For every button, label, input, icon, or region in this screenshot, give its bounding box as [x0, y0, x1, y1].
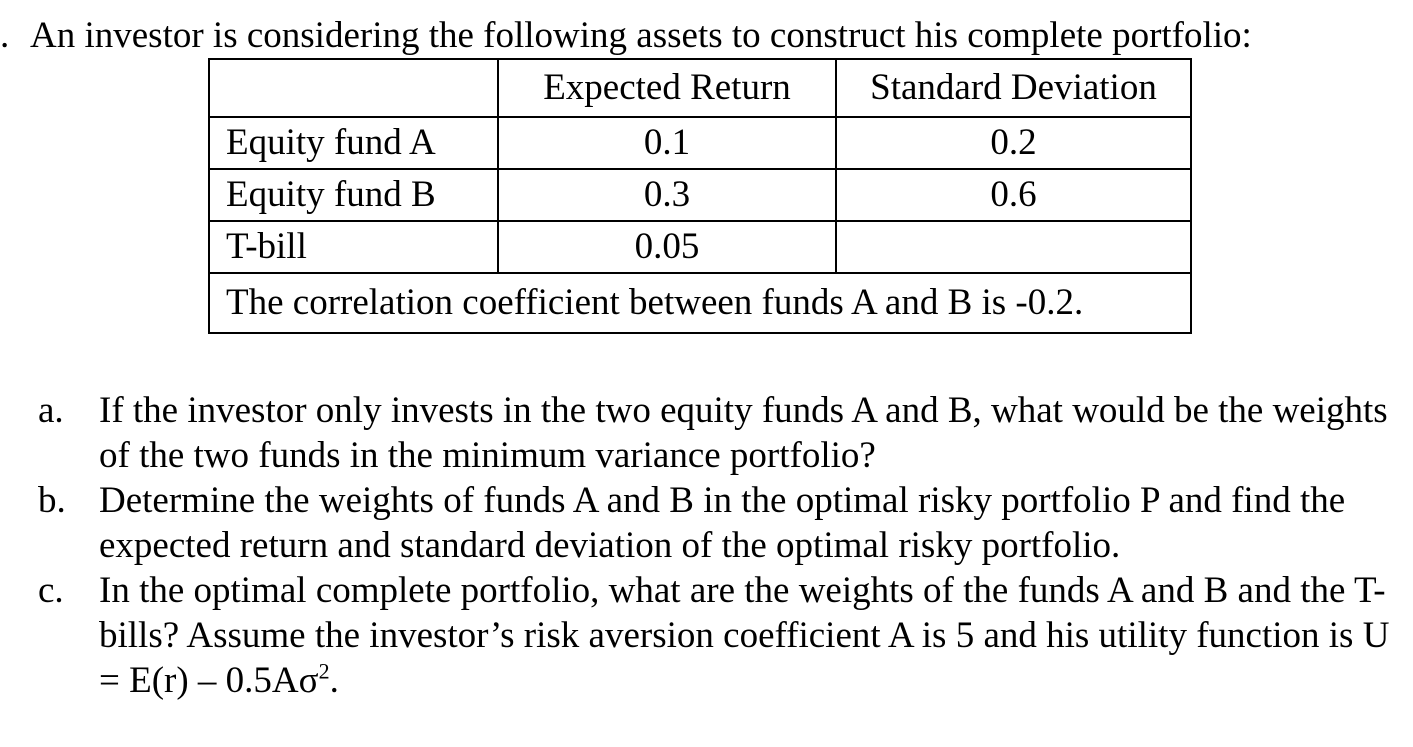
table-row [209, 221, 1191, 273]
question-list [0, 388, 1413, 703]
expected-return-value: 0.1 [498, 117, 836, 169]
table-header-row [209, 59, 1191, 117]
intro-text: An investor is considering the following assets to construct his complete portfolio: [30, 15, 1252, 56]
asset-name: T-bill [209, 221, 498, 273]
expected-return-value: 0.05 [498, 221, 836, 273]
header-expected-return: Expected Return [498, 59, 836, 117]
question-text-container [99, 568, 1413, 703]
question-letter: b. [38, 480, 66, 521]
problem-number-dot: . [0, 15, 10, 56]
question-letter: a. [38, 390, 64, 431]
expected-return-value: 0.3 [498, 169, 836, 221]
correlation-note: The correlation coefficient between funds A and B is -0.2. [209, 273, 1191, 333]
problem-intro [0, 14, 1252, 58]
std-dev-value: 0.2 [836, 117, 1191, 169]
question-text: In the optimal complete portfolio, what are the weights of the funds A and B and the T-bills? Assume the investor’s risk aversion coefficient A is 5 and his utility function is U = E(r) – 0.5Aσ [99, 570, 1390, 701]
question-text: If the investor only invests in the two equity funds A and B, what would be the weights of the two funds in the minimum variance portfolio? [99, 390, 1388, 476]
question-end-period: . [329, 660, 339, 701]
question-item [0, 568, 1413, 703]
question-letter: c. [38, 570, 64, 611]
std-dev-value [836, 221, 1191, 273]
asset-name: Equity fund A [209, 117, 498, 169]
question-item [0, 478, 1413, 568]
assets-table [208, 58, 1192, 334]
header-standard-deviation: Standard Deviation [836, 59, 1191, 117]
question-item [0, 388, 1413, 478]
squared-superscript: 2 [318, 658, 330, 684]
table-note-row [209, 273, 1191, 333]
header-cell-empty [209, 59, 498, 117]
table-row [209, 169, 1191, 221]
asset-name: Equity fund B [209, 169, 498, 221]
table-row [209, 117, 1191, 169]
std-dev-value: 0.6 [836, 169, 1191, 221]
question-text: Determine the weights of funds A and B in the optimal risky portfolio P and find the expected return and standard deviation of the optimal risky portfolio. [99, 480, 1346, 566]
